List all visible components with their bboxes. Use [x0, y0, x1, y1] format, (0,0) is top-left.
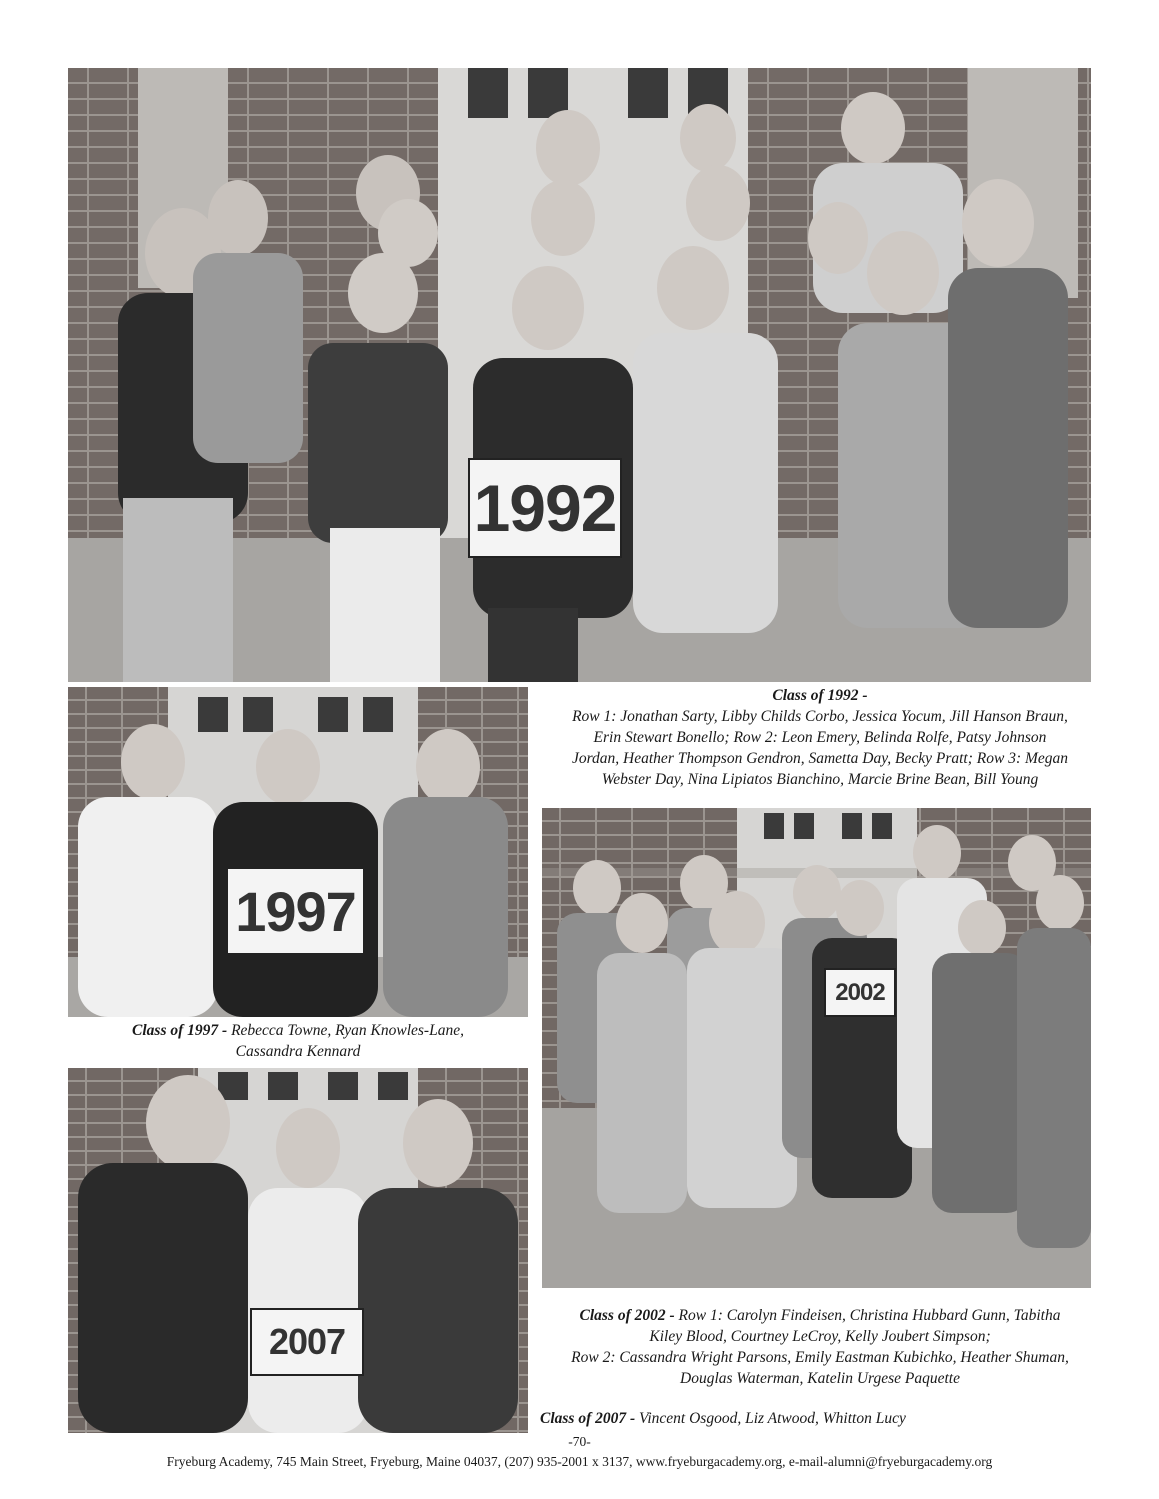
caption-1992-line: Jordan, Heather Thompson Gendron, Sametta Day, Becky Pratt; Row 3: Megan — [571, 750, 1069, 767]
class-year-sign-2007: 2007 — [250, 1308, 364, 1376]
caption-class-2002 — [535, 1305, 1105, 1389]
class-year-sign-2002: 2002 — [824, 968, 896, 1017]
class-year-sign-1997: 1997 — [226, 867, 365, 955]
caption-class-2007 — [540, 1408, 1100, 1429]
photo-class-1992 — [68, 68, 1091, 682]
caption-1992-label: Class of 1992 - — [772, 687, 868, 704]
caption-2002-line: Row 2: Cassandra Wright Parsons, Emily Eastman Kubichko, Heather Shuman, — [571, 1349, 1069, 1366]
footer-address: Fryeburg Academy, 745 Main Street, Fryeburg, Maine 04037, (207) 935-2001 x 3137, www.fryeburgacademy.org, e-mail-alumni@fryeburgacademy.org — [166, 1454, 993, 1469]
photo-2007-scene — [68, 1068, 528, 1433]
caption-class-1992 — [530, 685, 1110, 790]
class-year-sign-1992: 1992 — [468, 458, 622, 558]
photo-1997-scene — [68, 687, 528, 1017]
caption-1997-names: Rebecca Towne, Ryan Knowles-Lane, — [227, 1022, 464, 1039]
caption-2002-line: Douglas Waterman, Katelin Urgese Paquette — [680, 1370, 960, 1387]
photo-class-1997 — [68, 687, 528, 1017]
caption-1992-line: Webster Day, Nina Lipiatos Bianchino, Marcie Brine Bean, Bill Young — [601, 771, 1039, 788]
caption-class-1997 — [68, 1020, 528, 1062]
photo-2002-scene — [542, 808, 1091, 1288]
caption-2002-row1: Row 1: Carolyn Findeisen, Christina Hubbard Gunn, Tabitha — [674, 1307, 1061, 1324]
photo-class-2007 — [68, 1068, 528, 1433]
photo-class-2002 — [542, 808, 1091, 1288]
caption-1992-line: Row 1: Jonathan Sarty, Libby Childs Corbo, Jessica Yocum, Jill Hanson Braun, — [572, 708, 1068, 725]
page-number: -70- — [568, 1434, 591, 1449]
caption-1997-names-cont: Cassandra Kennard — [235, 1043, 361, 1060]
caption-2002-line: Kiley Blood, Courtney LeCroy, Kelly Joubert Simpson; — [649, 1328, 991, 1345]
caption-1992-line: Erin Stewart Bonello; Row 2: Leon Emery, Belinda Rolfe, Patsy Johnson — [593, 729, 1047, 746]
caption-2007-label: Class of 2007 - — [540, 1410, 636, 1427]
caption-1997-label: Class of 1997 - — [132, 1022, 228, 1039]
caption-2002-label: Class of 2002 - — [579, 1307, 675, 1324]
caption-2007-names: Vincent Osgood, Liz Atwood, Whitton Lucy — [635, 1410, 906, 1427]
photo-1992-scene — [68, 68, 1091, 682]
